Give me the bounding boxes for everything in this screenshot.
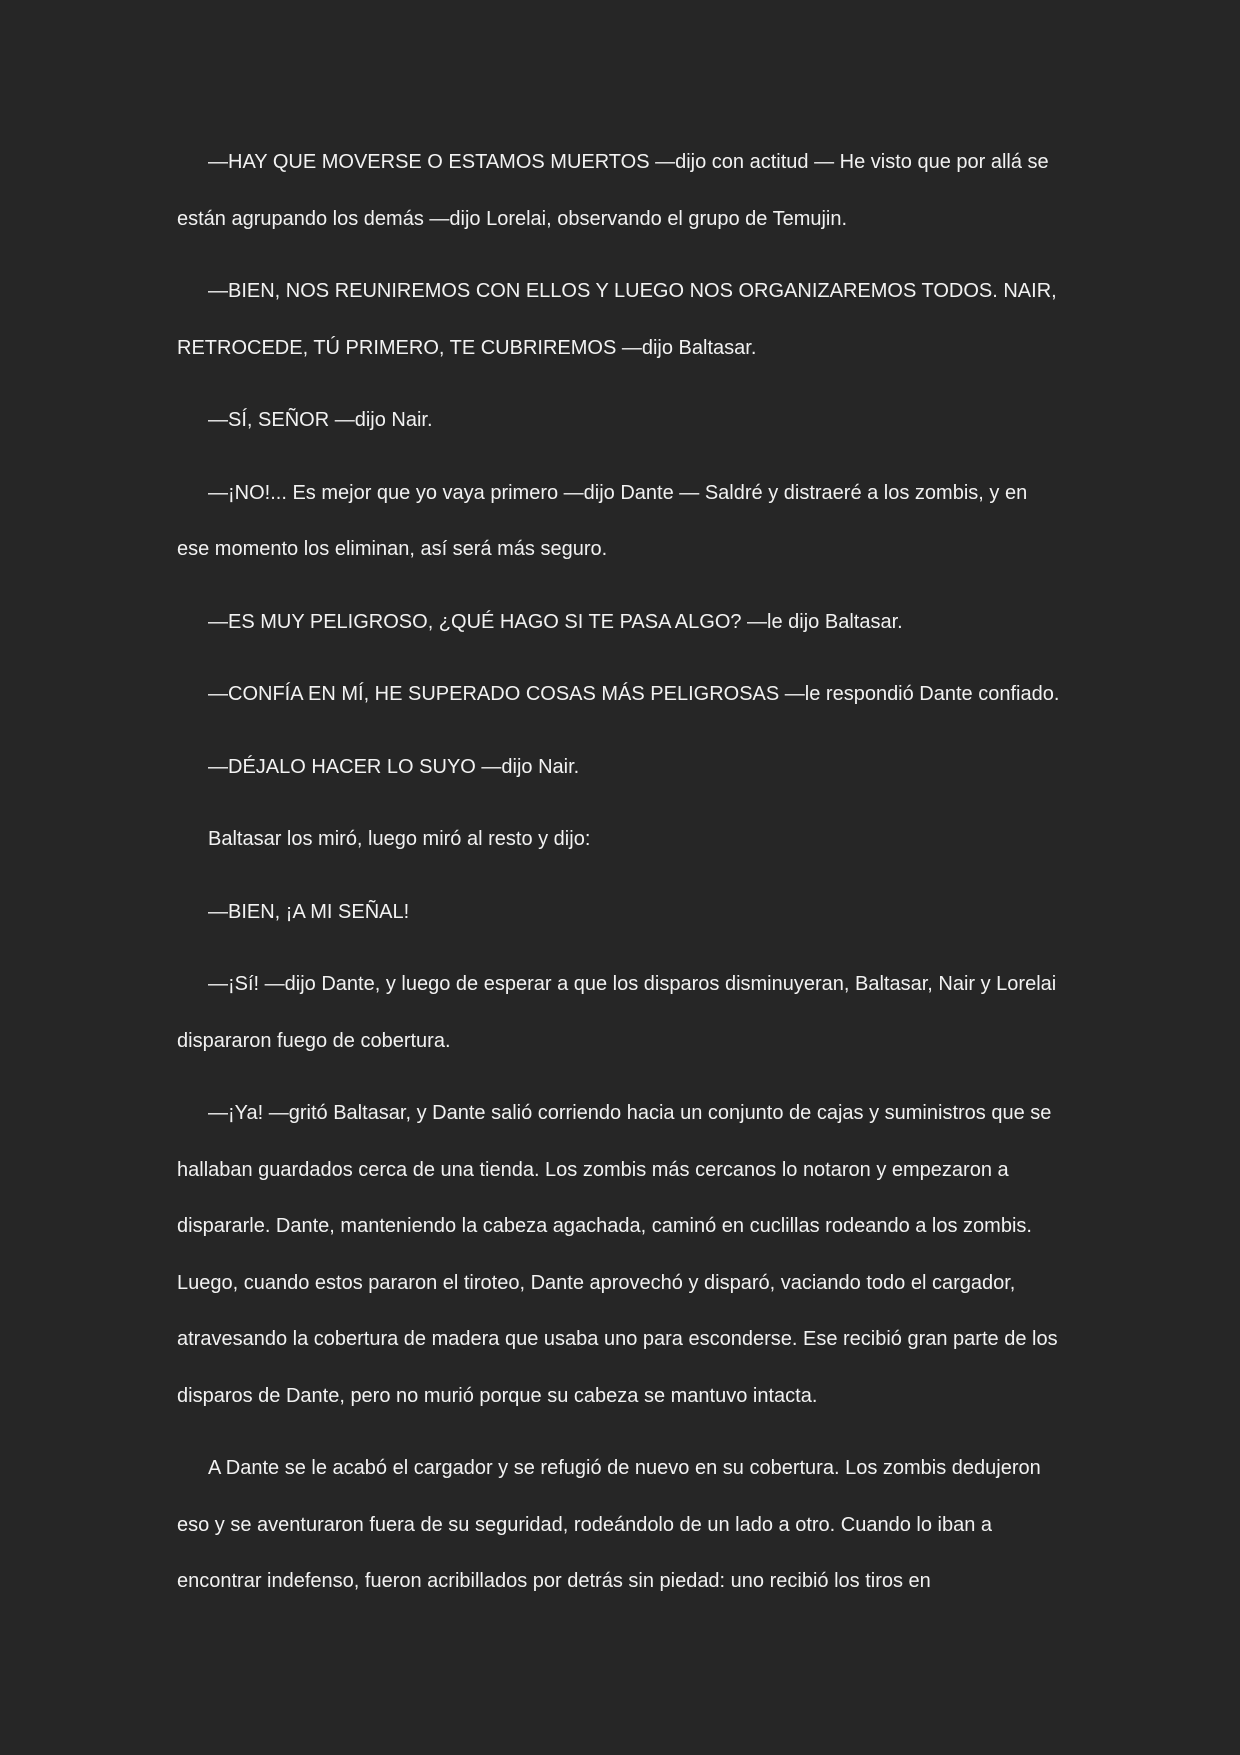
paragraph-8: Baltasar los miró, luego miró al resto y dijo: — [208, 828, 591, 850]
paragraph-9: —BIEN, ¡A MI SEÑAL! — [208, 900, 410, 923]
paragraph-1: —HAY QUE MOVERSE O ESTAMOS MUERTOS —dijo con actitud — He visto que por allá se están agrupando los demás —dijo Lorelai, observando el grupo de Temujin. — [177, 151, 1049, 230]
document-page — [177, 134, 1063, 1626]
paragraph-5: —ES MUY PELIGROSO, ¿QUÉ HAGO SI TE PASA ALGO? —le dijo Baltasar. — [208, 610, 903, 633]
paragraph-3: —SÍ, SEÑOR —dijo Nair. — [208, 409, 433, 431]
paragraph-4: —¡NO!... Es mejor que yo vaya primero —dijo Dante — Saldré y distraeré a los zombis, y en ese momento los eliminan, así será más seguro. — [177, 481, 1028, 560]
paragraph-10: —¡Sí! —dijo Dante, y luego de esperar a que los disparos disminuyeran, Baltasar, Nair y Lorelai dispararon fuego de cobertura. — [177, 973, 1057, 1052]
paragraph-12: A Dante se le acabó el cargador y se refugió de nuevo en su cobertura. Los zombis dedujeron eso y se aventuraron fuera de su seguridad, rodeándolo de un lado a otro. Cuando lo iban a encontrar indefenso, fueron acribillados por detrás sin piedad: uno recibió los tiros en — [177, 1457, 1041, 1592]
paragraph-11: —¡Ya! —gritó Baltasar, y Dante salió corriendo hacia un conjunto de cajas y suministros que se hallaban guardados cerca de una tienda. Los zombis más cercanos lo notaron y empezaron a dispararle. Dante, manteniendo la cabeza agachada, caminó en cuclillas rodeando a los zombis. Luego, cuando estos pararon el tiroteo, Dante aprovechó y disparó, vaciando todo el cargador, atravesando la cobertura de madera que usaba uno para esconderse. Ese recibió gran parte de los disparos de Dante, pero no murió porque su cabeza se mantuvo intacta. — [177, 1102, 1058, 1407]
paragraph-7: —DÉJALO HACER LO SUYO —dijo Nair. — [208, 755, 580, 778]
paragraph-6: —CONFÍA EN MÍ, HE SUPERADO COSAS MÁS PELIGROSAS —le respondió Dante confiado. — [208, 683, 1060, 705]
paragraph-2: —BIEN, NOS REUNIREMOS CON ELLOS Y LUEGO NOS ORGANIZAREMOS TODOS. NAIR, RETROCEDE, TÚ PRIMERO, TE CUBRIREMOS —dijo Baltasar. — [177, 280, 1057, 359]
